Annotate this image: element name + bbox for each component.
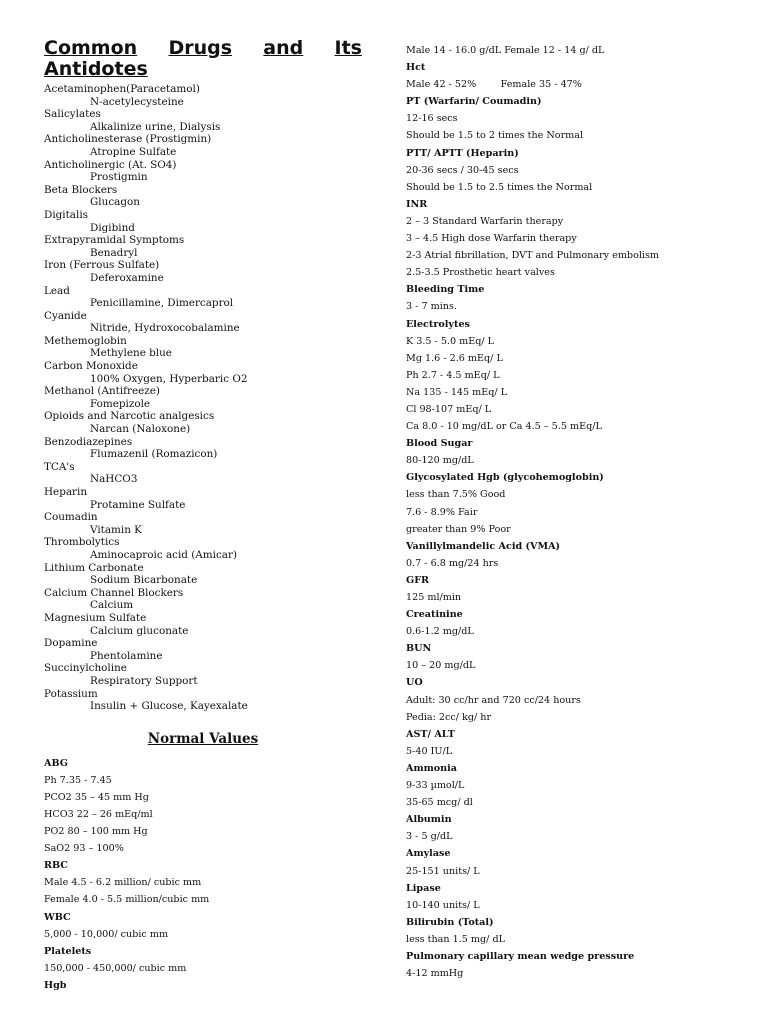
normal-value-entry: less than 1.5 mg/ dL <box>406 933 505 945</box>
normal-value-category: Ammonia <box>406 762 457 774</box>
title-word: Its <box>334 37 362 59</box>
antidote-name: Insulin + Glucose, Kayexalate <box>90 700 248 713</box>
normal-value-entry: 0.7 - 6.8 mg/24 hrs <box>406 557 499 569</box>
normal-value-entry: Female 4.0 - 5.5 million/cubic mm <box>44 894 210 906</box>
drug-name: Carbon Monoxide <box>44 360 138 373</box>
normal-value-category: ABG <box>44 757 68 769</box>
normal-value-entry: 12-16 secs <box>406 113 458 125</box>
drug-name: Heparin <box>44 486 88 498</box>
normal-value-entry: K 3.5 - 5.0 mEq/ L <box>406 335 495 347</box>
normal-value-entry: 0.6-1.2 mg/dL <box>406 626 474 638</box>
normal-value-category: Glycosylated Hgb (glycohemoglobin) <box>406 472 604 484</box>
normal-value-entry: 25-151 units/ L <box>406 865 480 877</box>
normal-value-category: WBC <box>44 911 71 923</box>
drug-name: Methemoglobin <box>44 334 127 347</box>
antidote-name: N-acetylecysteine <box>90 95 184 108</box>
right-column <box>406 42 746 982</box>
antidote-name: Alkalinize urine, Dialysis <box>90 120 221 133</box>
antidote-name: 100% Oxygen, Hyperbaric O2 <box>90 372 248 385</box>
normal-values-heading: Normal Values <box>147 730 259 747</box>
normal-value-entry: 3 - 5 g/dL <box>406 831 453 843</box>
drug-name: Lead <box>44 284 70 297</box>
document-title <box>44 38 362 80</box>
normal-value-entry: 150,000 - 450,000/ cubic mm <box>44 962 187 974</box>
antidote-name: Deferoxamine <box>90 271 164 284</box>
antidote-name: Digibind <box>90 221 135 234</box>
antidote-name: Respiratory Support <box>90 674 198 687</box>
normal-value-category: Blood Sugar <box>406 438 473 450</box>
normal-value-category: BUN <box>406 643 432 655</box>
title-word: Common <box>44 37 138 59</box>
normal-value-category: Pulmonary capillary mean wedge pressure <box>406 950 635 962</box>
drug-name: Magnesium Sulfate <box>44 611 147 624</box>
drug-antidote-list <box>44 83 362 713</box>
normal-value-category: Lipase <box>406 882 441 894</box>
normal-value-entry: Male 42 - 52% Female 35 - 47% <box>406 79 582 91</box>
normal-value-entry: Ca 8.0 - 10 mg/dL or Ca 4.5 – 5.5 mEq/L <box>406 421 602 433</box>
normal-value-entry: 10-140 units/ L <box>406 899 480 911</box>
normal-value-category: AST/ ALT <box>406 728 455 740</box>
drug-name: Benzodiazepines <box>44 435 133 448</box>
antidote-name: Glucagon <box>90 196 140 209</box>
drug-name: Succinylcholine <box>44 662 127 675</box>
normal-value-entry: 5-40 IU/L <box>406 745 453 757</box>
normal-value-entry: 2-3 Atrial fibrillation, DVT and Pulmonary embolism <box>406 250 660 262</box>
antidote-name: Vitamin K <box>90 523 142 536</box>
normal-value-entry: Should be 1.5 to 2 times the Normal <box>406 130 584 142</box>
drug-name: Potassium <box>44 687 98 700</box>
antidote-name: Nitride, Hydroxocobalamine <box>90 322 240 335</box>
antidote-name: Penicillamine, Dimercaprol <box>90 297 234 310</box>
title-line-2: Antidotes <box>44 58 148 80</box>
drug-name: Iron (Ferrous Sulfate) <box>44 259 160 272</box>
antidote-name: Atropine Sulfate <box>90 145 177 158</box>
drug-name: Beta Blockers <box>44 183 118 196</box>
normal-value-category: Hgb <box>44 979 67 991</box>
drug-name: Thrombolytics <box>44 536 120 549</box>
normal-value-category: RBC <box>44 860 68 872</box>
normal-value-entry: greater than 9% Poor <box>406 523 511 535</box>
normal-value-category: Amylase <box>406 848 451 860</box>
title-word: and <box>263 37 304 59</box>
antidote-name: NaHCO3 <box>90 473 138 486</box>
normal-value-entry: 2 – 3 Standard Warfarin therapy <box>406 215 564 227</box>
antidote-name: Methylene blue <box>90 347 172 360</box>
antidote-name: Aminocaproic acid (Amicar) <box>90 548 238 561</box>
normal-value-entry: 80-120 mg/dL <box>406 455 474 467</box>
normal-value-entry: less than 7.5% Good <box>406 489 506 501</box>
normal-value-entry: PCO2 35 – 45 mm Hg <box>44 791 149 803</box>
title-word: Drugs <box>168 37 233 59</box>
normal-value-entry: Pedia: 2cc/ kg/ hr <box>406 711 492 723</box>
drug-name: Anticholinergic (At. SO4) <box>44 158 177 171</box>
drug-name: Methanol (Antifreeze) <box>44 385 160 398</box>
antidote-name: Narcan (Naloxone) <box>90 423 191 436</box>
drug-name: Acetaminophen(Paracetamol) <box>44 83 200 95</box>
antidote-name: Sodium Bicarbonate <box>90 574 198 587</box>
normal-value-category: Electrolytes <box>406 318 470 330</box>
drug-name: Extrapyramidal Symptoms <box>44 234 185 247</box>
normal-value-entry: Adult: 30 cc/hr and 720 cc/24 hours <box>406 694 581 706</box>
normal-value-entry: 3 – 4.5 High dose Warfarin therapy <box>406 233 577 245</box>
normal-value-entry: PO2 80 – 100 mm Hg <box>44 826 148 838</box>
normal-value-entry: 4-12 mmHg <box>406 968 464 980</box>
normal-value-entry: SaO2 93 – 100% <box>44 843 124 855</box>
normal-value-entry: 2.5-3.5 Prosthetic heart valves <box>406 267 555 279</box>
normal-value-entry: Ph 7.35 - 7.45 <box>44 774 112 786</box>
normal-value-category: GFR <box>406 574 429 586</box>
drug-name: Digitalis <box>44 208 88 221</box>
normal-value-entry: Male 4.5 - 6.2 million/ cubic mm <box>44 877 202 889</box>
normal-value-entry: 10 – 20 mg/dL <box>406 660 476 672</box>
normal-value-category: PT (Warfarin/ Coumadin) <box>406 96 542 108</box>
normal-value-category: Albumin <box>406 814 452 826</box>
normal-values-left-list <box>44 755 362 994</box>
antidote-name: Fomepizole <box>90 397 151 410</box>
drug-name: Calcium Channel Blockers <box>44 586 184 599</box>
normal-value-entry: 3 - 7 mins. <box>406 301 457 313</box>
normal-value-category: Bilirubin (Total) <box>406 916 494 928</box>
drug-name: Coumadin <box>44 511 98 524</box>
normal-values-right-list <box>406 42 746 982</box>
normal-value-category: Platelets <box>44 945 92 957</box>
antidote-name: Prostigmin <box>90 171 148 184</box>
drug-name: Salicylates <box>44 108 101 121</box>
antidote-name: Calcium gluconate <box>90 624 189 637</box>
antidote-name: Protamine Sulfate <box>90 498 186 511</box>
normal-value-entry: Mg 1.6 - 2.6 mEq/ L <box>406 352 503 364</box>
normal-value-category: Creatinine <box>406 609 463 621</box>
normal-value-entry: 20-36 secs / 30-45 secs <box>406 164 519 176</box>
drug-name: Cyanide <box>44 309 87 322</box>
normal-value-category: Bleeding Time <box>406 284 485 296</box>
normal-value-category: PTT/ APTT (Heparin) <box>406 147 519 159</box>
drug-name: Opioids and Narcotic analgesics <box>44 410 215 423</box>
drug-name: Lithium Carbonate <box>44 561 144 574</box>
antidote-name: Phentolamine <box>90 649 163 662</box>
drug-name: Anticholinesterase (Prostigmin) <box>44 133 212 146</box>
normal-value-category: Hct <box>406 62 426 74</box>
normal-value-entry: Ph 2.7 - 4.5 mEq/ L <box>406 369 500 381</box>
drug-name: Dopamine <box>44 637 98 650</box>
normal-value-entry: 125 ml/min <box>406 592 462 603</box>
antidote-name: Flumazenil (Romazicon) <box>90 448 218 461</box>
normal-value-entry: 7.6 - 8.9% Fair <box>406 506 478 518</box>
normal-value-entry: Cl 98-107 mEq/ L <box>406 403 492 415</box>
normal-value-category: Vanillylmandelic Acid (VMA) <box>406 540 561 552</box>
normal-value-entry: Na 135 - 145 mEq/ L <box>406 386 508 398</box>
normal-value-category: INR <box>406 198 428 210</box>
antidote-name: Calcium <box>90 599 134 612</box>
antidote-name: Benadryl <box>90 246 138 259</box>
normal-value-entry: Male 14 - 16.0 g/dL Female 12 - 14 g/ dL <box>406 45 605 56</box>
left-column <box>44 38 362 994</box>
normal-value-entry: 5,000 - 10,000/ cubic mm <box>44 928 169 940</box>
normal-value-entry: 35-65 mcg/ dl <box>406 797 473 809</box>
normal-value-entry: Should be 1.5 to 2.5 times the Normal <box>406 181 593 193</box>
title-line-1 <box>44 38 362 59</box>
normal-value-entry: HCO3 22 – 26 mEq/ml <box>44 808 153 820</box>
normal-value-category: UO <box>406 677 423 689</box>
normal-value-entry: 9-33 µmol/L <box>406 780 465 792</box>
drug-name: TCA's <box>44 460 75 473</box>
